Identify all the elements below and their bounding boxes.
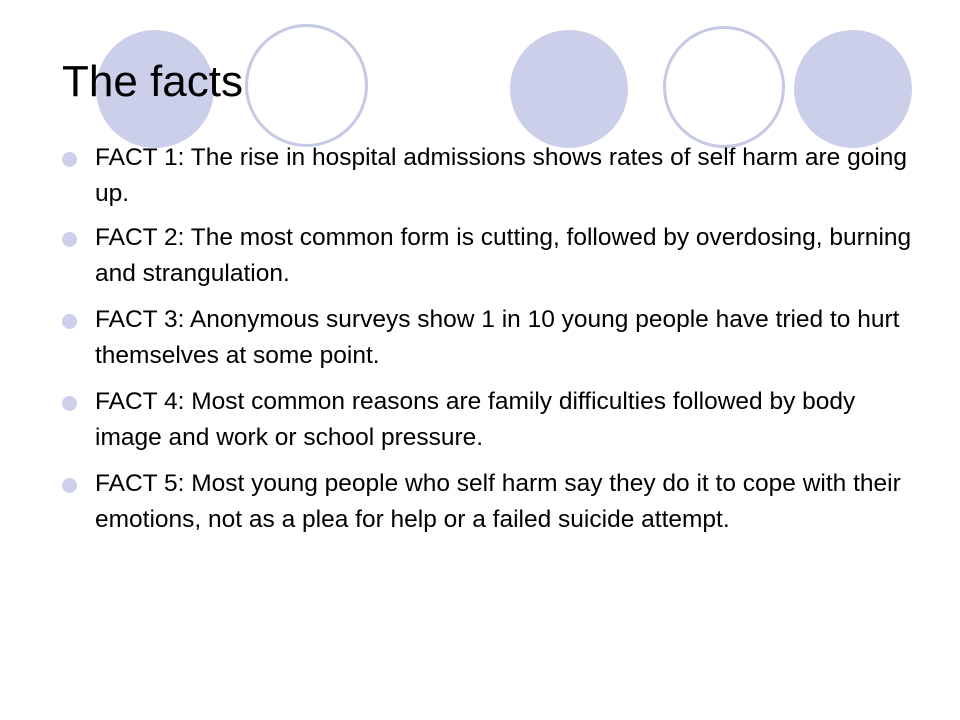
bullet-dot-icon: [62, 396, 77, 411]
decorative-circle-2: [245, 24, 368, 147]
bullet-item-fact-4: [60, 384, 920, 456]
bullet-text: FACT 1: The rise in hospital admissions shows rates of self harm are going up.: [95, 144, 908, 207]
bullet-text: FACT 4: Most common reasons are family difficulties followed by body image and work or school pressure.: [95, 388, 856, 451]
slide-title: The facts: [62, 57, 243, 106]
decorative-circle-3: [510, 30, 628, 148]
bullet-text: FACT 5: Most young people who self harm say they do it to cope with their emotions, not as a plea for help or a failed suicide attempt.: [95, 470, 901, 533]
bullet-dot-icon: [62, 314, 77, 329]
decorative-circle-5: [794, 30, 912, 148]
bullet-dot-icon: [62, 232, 77, 247]
bullet-item-fact-3: [60, 302, 920, 374]
bullet-item-fact-2: [60, 220, 920, 292]
bullet-dot-icon: [62, 478, 77, 493]
bullet-item-fact-5: [60, 466, 920, 538]
bullet-item-fact-1: [60, 140, 920, 212]
decorative-circle-4: [663, 26, 785, 148]
bullet-text: FACT 2: The most common form is cutting, followed by overdosing, burning and strangulation.: [95, 224, 912, 287]
bullet-list: [60, 140, 920, 548]
bullet-text: FACT 3: Anonymous surveys show 1 in 10 young people have tried to hurt themselves at some point.: [95, 306, 900, 369]
bullet-dot-icon: [62, 152, 77, 167]
